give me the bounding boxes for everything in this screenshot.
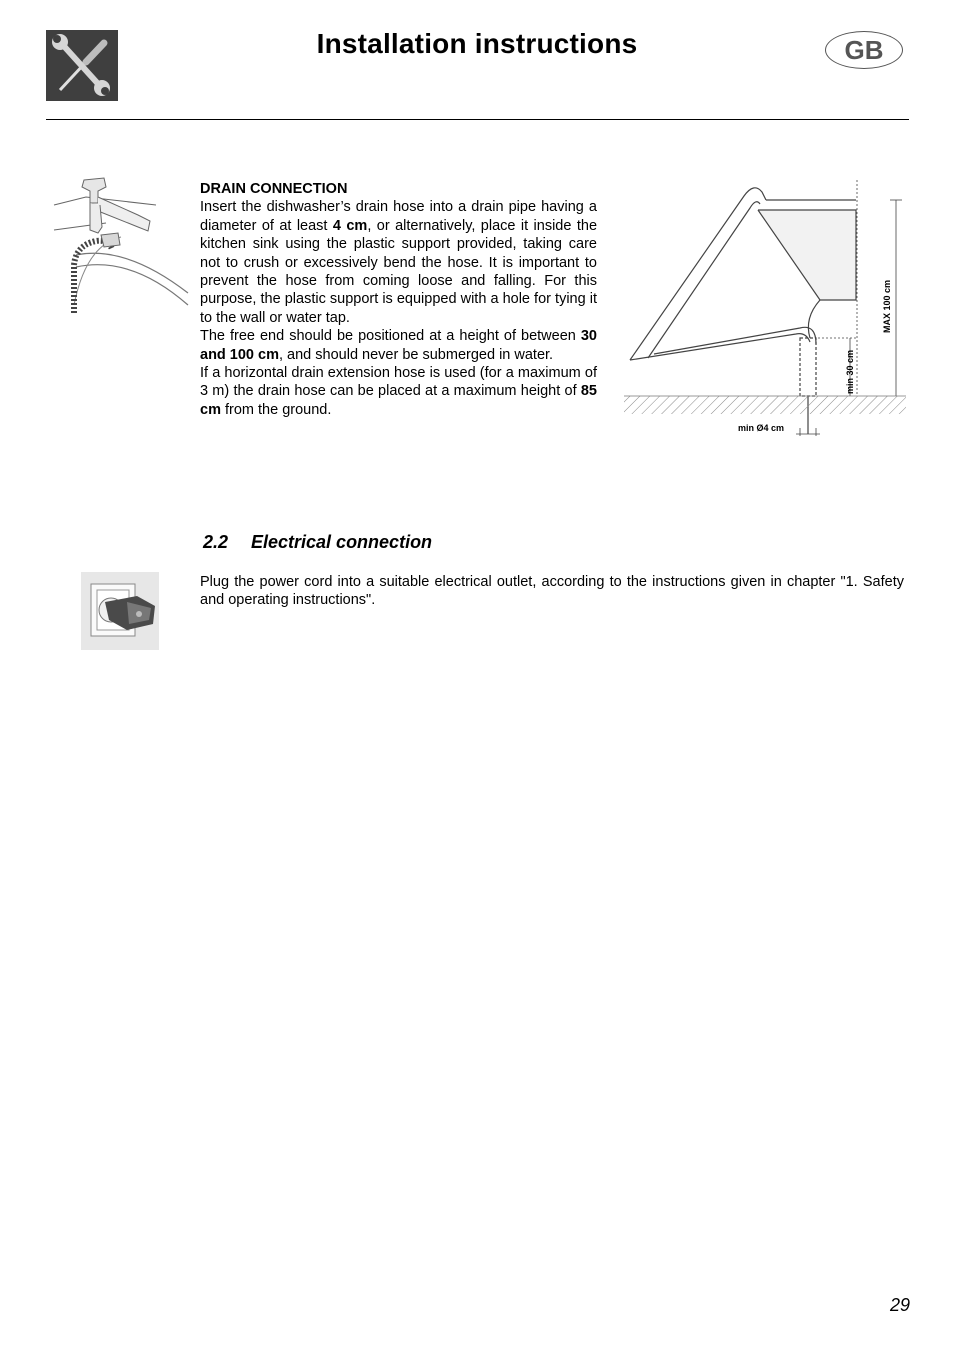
diagram-label-min-height: min 30 cm [845, 349, 855, 394]
power-plug-icon [81, 572, 159, 650]
page-number: 29 [889, 1295, 910, 1315]
section-heading-electrical [203, 532, 432, 553]
drain-connection-heading: DRAIN CONNECTION [200, 181, 348, 197]
section-number: 2.2 [203, 532, 229, 552]
page-title: Installation instructions [316, 28, 638, 59]
drain-paragraph-1: Insert the dishwasher’s drain hose into a drain pipe having a diameter of at least 4 cm, or alternatively, place it inside the kitchen sink using the plastic support provided, taking care not to crush or excessively bend the hose. It is important to prevent the hose from coming loose and falling. For this purpose, the plastic support is equipped with a hole for tying it to the wall or water tap. [200, 199, 598, 326]
section-title: Electrical connection [251, 532, 433, 552]
drain-connection-text [200, 180, 597, 419]
faucet-hose-icon [46, 175, 191, 315]
drain-paragraph-2: The free end should be positioned at a height of between 30 and 100 cm, and should never be submerged in water. [200, 328, 597, 363]
drain-height-diagram [620, 178, 910, 440]
diagram-label-max-height: MAX 100 cm [882, 279, 892, 333]
diagram-label-min-diameter: min Ø4 cm [738, 423, 785, 433]
header-divider [46, 119, 909, 120]
drain-paragraph-3: If a horizontal drain extension hose is used (for a maximum of 3 m) the drain hose can be placed at a maximum height of 85 cm from the ground. [200, 365, 597, 418]
electrical-connection-text: Plug the power cord into a suitable electrical outlet, according to the instructions given in chapter "1. Safety and operating instructions". [200, 574, 904, 609]
language-badge: GB [825, 31, 903, 69]
